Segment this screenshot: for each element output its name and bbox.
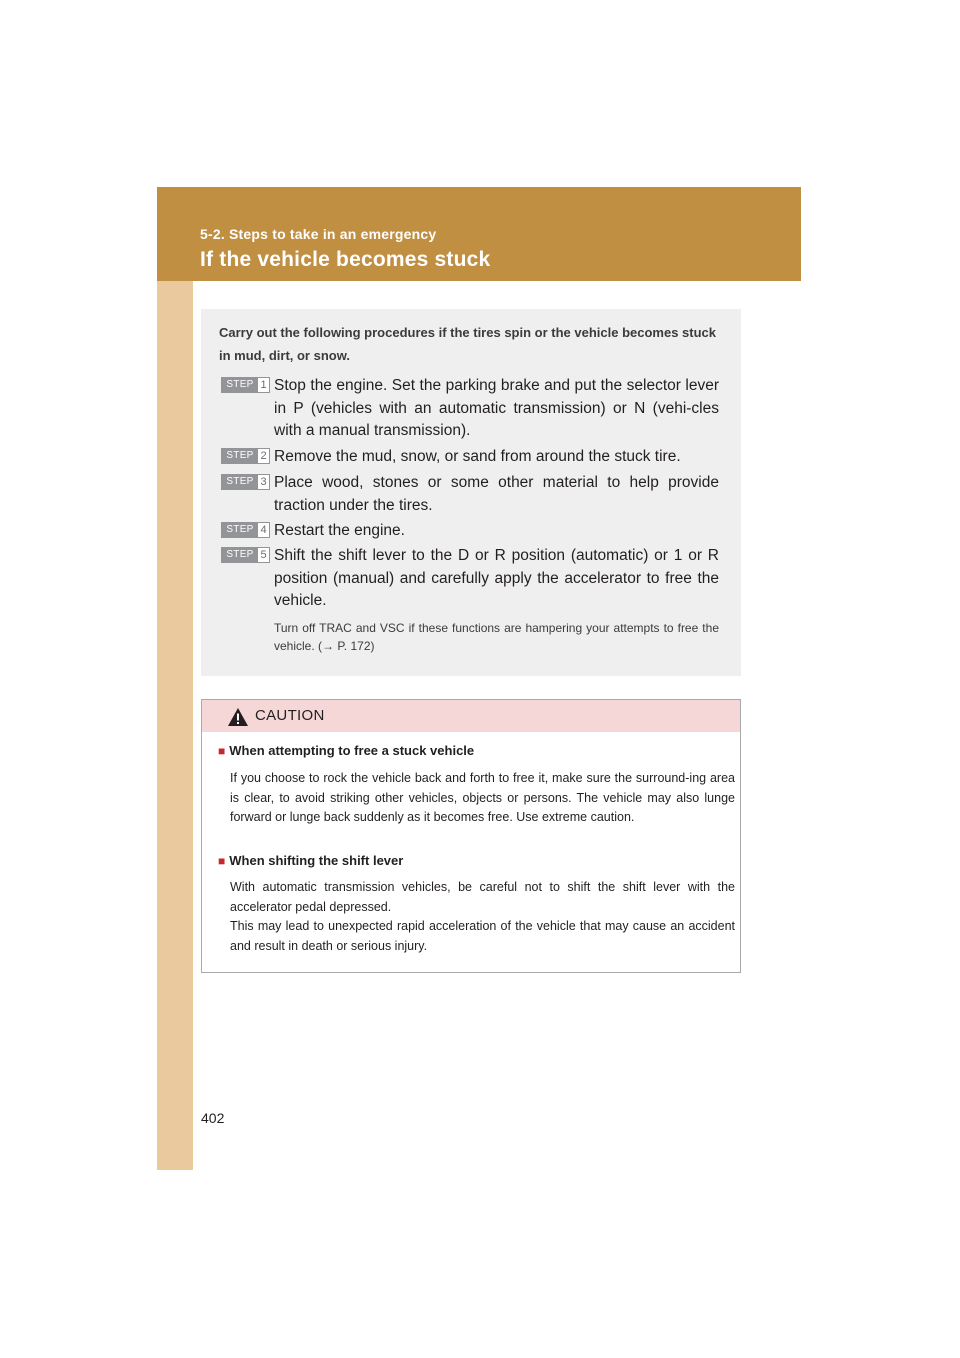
caution-box xyxy=(201,699,741,973)
page-number: 402 xyxy=(201,1110,225,1126)
caution-text: This may lead to unexpected rapid acceleration of the vehicle that may cause an accident and result in death or serious injury. xyxy=(230,919,735,953)
step-text: Restart the engine. xyxy=(274,522,405,539)
step-word: STEP xyxy=(222,378,258,392)
step-2 xyxy=(221,446,719,469)
step-word: STEP xyxy=(222,548,258,562)
step-word: STEP xyxy=(222,475,258,489)
step-text: Stop the engine. Set the parking brake and put the selector lever in P (vehicles with an automatic transmission) or N (vehi-cles with a manual transmission). xyxy=(274,377,719,439)
step-number: 2 xyxy=(260,450,267,462)
caution-text: With automatic transmission vehicles, be careful not to shift the shift lever with the accelerator pedal depressed. xyxy=(230,880,735,914)
step-text: Place wood, stones or some other material to help provide traction under the tires. xyxy=(274,474,719,514)
side-tab-band xyxy=(157,187,193,1170)
step-number: 3 xyxy=(260,476,267,488)
step-note: Turn off TRAC and VSC if these functions are hampering your attempts to free the vehicle. (→ P. 172) xyxy=(274,620,719,653)
square-bullet-icon: ■ xyxy=(218,744,226,758)
caution-text: If you choose to rock the vehicle back and forth to free it, make sure the surround-ing area is clear, to avoid striking other vehicles, objects or persons. The vehicle may also lunge forward or lunge back suddenly as it becomes free. Use extreme caution. xyxy=(230,771,735,825)
procedure-intro: Carry out the following procedures if the tires spin or the vehicle becomes stuck in mud, dirt, or snow. xyxy=(219,325,717,363)
page-title: If the vehicle becomes stuck xyxy=(200,248,491,271)
step-number: 4 xyxy=(260,524,267,536)
caution-heading: ■ When attempting to free a stuck vehicle xyxy=(218,743,475,758)
step-text: Shift the shift lever to the D or R position (automatic) or 1 or R position (manual) and carefully apply the accelerator to free the vehicle. xyxy=(274,547,719,609)
step-badge xyxy=(221,522,270,538)
section-label: 5-2. Steps to take in an emergency xyxy=(200,226,437,242)
step-word: STEP xyxy=(222,523,258,537)
step-badge xyxy=(221,448,270,464)
step-number: 1 xyxy=(260,379,267,391)
step-badge xyxy=(221,547,270,563)
square-bullet-icon: ■ xyxy=(218,854,226,868)
warning-triangle-icon xyxy=(227,707,249,727)
step-5 xyxy=(221,545,719,655)
caution-heading: ■ When shifting the shift lever xyxy=(218,853,404,868)
caution-header xyxy=(202,700,740,732)
caution-label: CAUTION xyxy=(255,707,325,724)
step-3 xyxy=(221,472,719,517)
step-1 xyxy=(221,375,719,443)
step-badge xyxy=(221,474,270,490)
step-word: STEP xyxy=(222,449,258,463)
step-number: 5 xyxy=(260,549,267,561)
step-text: Remove the mud, snow, or sand from around the stuck tire. xyxy=(274,448,681,465)
step-4 xyxy=(221,520,719,543)
step-badge xyxy=(221,377,270,393)
